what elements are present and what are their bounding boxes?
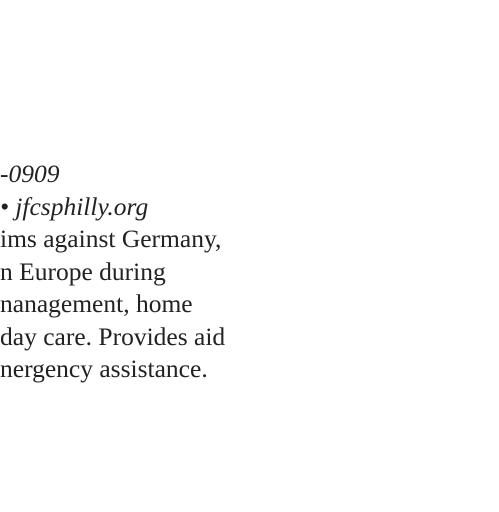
description-line-4: day care. Provides aid — [0, 321, 226, 351]
description-line-3: nanagement, home — [0, 289, 193, 318]
description-line-5: nergency assistance. — [0, 354, 208, 383]
directory-entry — [0, 158, 499, 386]
phone-number-fragment: -0909 — [0, 159, 60, 188]
website-line: • jfcsphilly.org — [0, 191, 149, 221]
description-line-2: n Europe during — [0, 256, 166, 286]
description-line-1: ims against Germany, — [0, 224, 222, 253]
